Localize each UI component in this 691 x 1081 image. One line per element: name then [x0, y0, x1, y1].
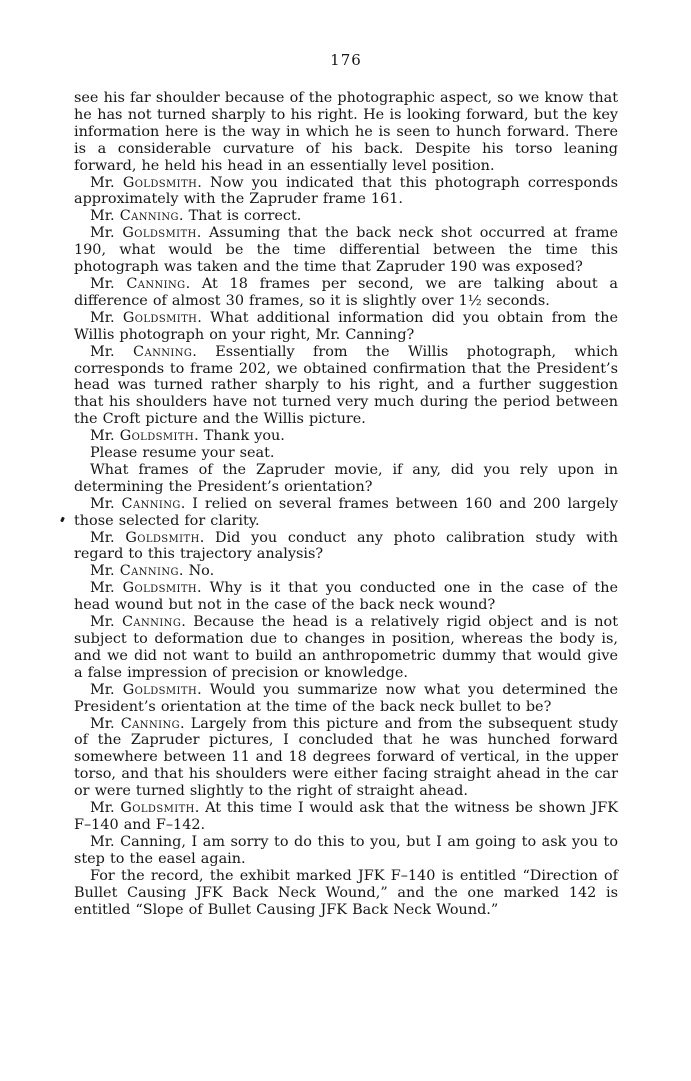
paragraph	[74, 563, 618, 580]
paragraph-text: . Largely from this picture and from the subsequent study of the Zapruder pictures, I concluded that he was hunched forward somewhere between 11 and 18 degrees forward of vertical, in the upper torso, and that his shoulders were either facing straight ahead in the car or were turned slightly to the right of straight ahead.	[74, 715, 618, 800]
speaker-name: Canning	[121, 495, 181, 512]
speaker-name: Canning	[119, 563, 179, 580]
speaker-prefix: Mr.	[90, 343, 134, 360]
paragraph-text: . Why is it that you conducted one in the case of the head wound but not in the case of the back neck wound?	[74, 580, 618, 614]
paragraph-text: . Assuming that the back neck shot occurred at frame 190, what would be the time differential between the time this photograph was taken and the time that Zapruder 190 was exposed?	[74, 225, 618, 276]
speaker-name: Goldsmith	[120, 800, 195, 817]
speaker-prefix: Mr.	[90, 428, 120, 445]
speaker-prefix: Mr.	[90, 681, 123, 698]
speaker-prefix: Mr.	[90, 208, 120, 225]
speaker-name: Canning	[122, 614, 182, 631]
paragraph-text: see his far shoulder because of the photographic aspect, so we know that he has not turned sharply to his right. He is looking forward, but the key information here is the way in which he is seen to hunch forward. There is a considerable curvature of his back. Despite his torso leaning forward, he held his head in an essentially level position.	[74, 90, 618, 174]
scan-artifact-mark	[60, 516, 65, 522]
paragraph	[74, 496, 618, 530]
paragraph-text: Please resume your seat.	[90, 445, 275, 462]
paragraph-text: . I relied on several frames between 160 and 200 largely those selected for clarity.	[74, 495, 618, 529]
paragraph	[74, 90, 618, 175]
speaker-prefix: Mr.	[90, 529, 126, 546]
paragraph	[74, 276, 618, 310]
speaker-name: Goldsmith	[122, 309, 198, 326]
paragraph-text: . What additional information did you obtain from the Willis photograph on your right, Mr. Canning?	[74, 309, 618, 343]
speaker-prefix: Mr.	[90, 614, 122, 631]
paragraph	[74, 614, 618, 682]
paragraph	[74, 445, 618, 462]
transcript-content	[74, 90, 618, 918]
paragraph-text: . No.	[178, 563, 215, 580]
paragraph	[74, 682, 618, 716]
speaker-prefix: Mr.	[90, 800, 121, 817]
speaker-prefix: Mr.	[90, 309, 123, 326]
paragraph-text: . Would you summarize now what you determined the President’s orientation at the time of the back neck bullet to be?	[74, 681, 618, 715]
paragraph	[74, 834, 618, 868]
paragraph-text: . Essentially from the Willis photograph, which corresponds to frame 202, we obtained confirmation that the President’s head was turned rather sharply to his right, and a further suggestion that his shoulders have not turned very much during the period between the Croft picture and the Willis picture.	[74, 343, 618, 428]
speaker-prefix: Mr.	[90, 275, 127, 292]
speaker-name: Goldsmith	[122, 681, 198, 698]
paragraph	[74, 208, 618, 225]
paragraph-text: For the record, the exhibit marked JFK F–140 is entitled “Direction of Bullet Causing JFK Back Neck Wound,” and the one marked 142 is entitled “Slope of Bullet Causing JFK Back Neck Wound.”	[74, 867, 618, 918]
paragraph-text: . Thank you.	[194, 428, 285, 445]
speaker-name: Canning	[133, 343, 193, 360]
speaker-prefix: Mr.	[90, 715, 121, 732]
paragraph-text: . At 18 frames per second, we are talking about a difference of almost 30 frames, so it is slightly over 1½ seconds.	[74, 275, 618, 309]
speaker-name: Goldsmith	[125, 529, 200, 546]
paragraph-text: Mr. Canning, I am sorry to do this to you, but I am going to ask you to step to the easel again.	[74, 833, 618, 867]
paragraph-text: What frames of the Zapruder movie, if any, did you rely upon in determining the President’s orientation?	[74, 461, 618, 495]
speaker-name: Goldsmith	[122, 580, 198, 597]
paragraph-text: . Did you conduct any photo calibration study with regard to this trajectory analysis?	[74, 529, 618, 563]
paragraph	[74, 580, 618, 614]
speaker-name: Goldsmith	[119, 428, 195, 445]
speaker-prefix: Mr.	[90, 225, 123, 242]
speaker-prefix: Mr.	[90, 563, 120, 580]
paragraph	[74, 462, 618, 496]
speaker-prefix: Mr.	[90, 174, 123, 191]
page-number: 176	[330, 51, 362, 69]
paragraph	[74, 310, 618, 344]
paragraph	[74, 344, 618, 429]
speaker-name: Canning	[119, 208, 179, 225]
paragraph	[74, 225, 618, 276]
paragraph-text: . That is correct.	[178, 208, 302, 225]
paragraph-text: . At this time I would ask that the witness be shown JFK F–140 and F–142.	[74, 800, 618, 833]
paragraph-text: . Because the head is a relatively rigid object and is not subject to deformation due to changes in position, whereas the body is, and we did not want to build an anthropometric dummy that would give a false impression of precision or knowledge.	[74, 614, 618, 681]
paragraph	[74, 175, 618, 209]
paragraph-text: . Now you indicated that this photograph corresponds approximately with the Zapruder frame 161.	[74, 174, 618, 208]
paragraph	[74, 800, 618, 834]
paragraph	[74, 716, 618, 801]
paragraph	[74, 530, 618, 564]
paragraph	[74, 428, 618, 445]
speaker-name: Goldsmith	[122, 225, 197, 242]
paragraph	[74, 868, 618, 919]
speaker-name: Canning	[126, 275, 186, 292]
speaker-prefix: Mr.	[90, 580, 123, 597]
speaker-name: Goldsmith	[122, 174, 198, 191]
speaker-prefix: Mr.	[90, 495, 122, 512]
speaker-name: Canning	[120, 715, 180, 732]
